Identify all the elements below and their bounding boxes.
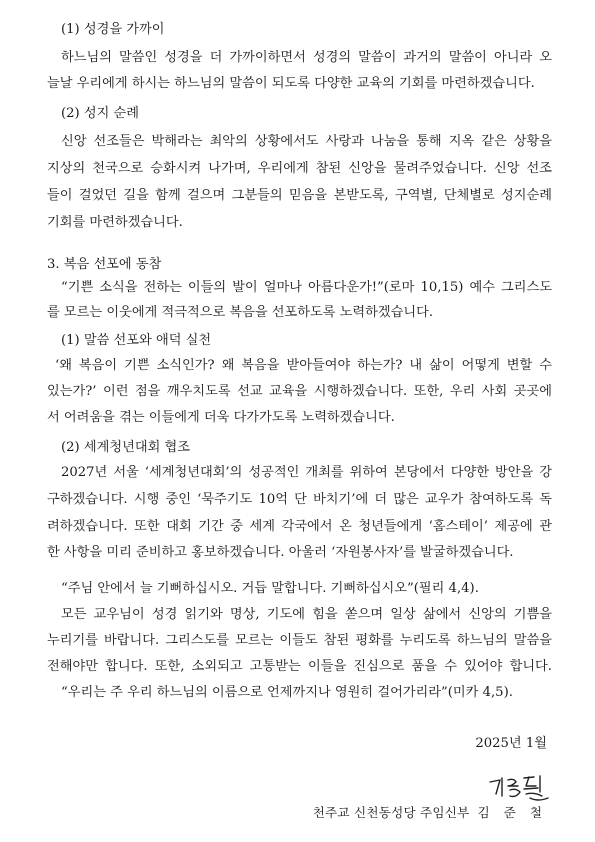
closing-quote: “우리는 주 우리 하느님의 이름으로 언제까지나 영원히 걸어가리라”(미카 4,5). (61, 685, 513, 700)
paragraph-line: 전해야만 합니다. 또한, 소외되고 고통받는 이들을 진심으로 품을 수 있어야 합니다. (47, 659, 552, 674)
paragraph-line: 들이 걸었던 길을 함께 걸으며 그분들의 믿음을 본받도록, 구역별, 단체별로 성지순례 (47, 188, 552, 203)
subsection-heading-bible: (1) 성경을 가까이 (61, 22, 165, 37)
paragraph-line: 려하겠습니다. 또한 대회 기간 중 세계 각국에서 온 청년들에게 ‘홈스테이’ 제공에 관 (47, 519, 552, 534)
paragraph-line: 누리기를 바랍니다. 그리스도를 모르는 이들도 참된 평화를 누리도록 하느님의 말씀을 (47, 633, 552, 648)
paragraph-line: “기쁜 소식을 전하는 이들의 발이 얼마나 아름다운가!”(로마 10,15) 예수 그리스도 (61, 280, 552, 295)
paragraph-line: 를 모르는 이웃에게 적극적으로 복음을 선포하도록 노력하겠습니다. (47, 305, 434, 320)
paragraph-line: 있는가?’ 이런 점을 깨우치도록 선교 교육을 시행하겠습니다. 또한, 우리 사회 곳곳에 (47, 384, 552, 399)
paragraph-line: ‘왜 복음이 기쁜 소식인가? 왜 복음을 받아들여야 하는가? 내 삶이 어떻게 변할 수 (55, 358, 552, 373)
paragraph-line: 기회를 마련하겠습니다. (47, 215, 183, 230)
letter-date: 2025년 1월 (475, 736, 547, 751)
paragraph-line: 서 어려움을 겪는 이들에게 더욱 다가가도록 노력하겠습니다. (47, 410, 395, 425)
handwritten-signature (486, 772, 556, 806)
section-heading-evangelization: 3. 복음 선포에 동참 (47, 257, 162, 272)
paragraph-line: 2027년 서울 ‘세계청년대회’의 성공적인 개최를 위하여 본당에서 다양한 방안을 강 (61, 465, 552, 480)
subsection-heading-wyd: (2) 세계청년대회 협조 (61, 440, 190, 455)
subsection-heading-pilgrimage: (2) 성지 순례 (61, 106, 140, 121)
pastor-title: 천주교 신천동성당 주임신부 (312, 805, 470, 820)
paragraph-line: 모든 교우님이 성경 읽기와 명상, 기도에 힘을 쏟으며 일상 삶에서 신앙의 기쁨을 (61, 607, 552, 622)
pastor-name: 김 준 철 (477, 805, 547, 820)
paragraph-line: 늘날 우리에게 하시는 하느님의 말씀이 되도록 다양한 교육의 기회를 마련하겠습니다. (47, 76, 535, 91)
subsection-heading-proclamation: (1) 말씀 선포와 애덕 실천 (61, 333, 212, 348)
paragraph-line: 한 사항을 미리 준비하고 홍보하겠습니다. 아울러 ‘자원봉사자’를 발굴하겠습니다. (47, 545, 514, 560)
signature-line (313, 805, 547, 821)
paragraph-line: 구하겠습니다. 시행 중인 ‘묵주기도 10억 단 바치기’에 더 많은 교우가 참여하도록 독 (47, 492, 552, 507)
paragraph-line: 신앙 선조들은 박해라는 최악의 상황에서도 사랑과 나눔을 통해 지옥 같은 상황을 (61, 134, 552, 149)
closing-quote: “주님 안에서 늘 기뻐하십시오. 거듭 말합니다. 기뻐하십시오”(필리 4,4). (61, 581, 479, 596)
paragraph-line: 하느님의 말씀인 성경을 더 가까이하면서 성경의 말씀이 과거의 말씀이 아니라 오 (61, 50, 552, 65)
paragraph-line: 지상의 천국으로 승화시켜 나가며, 우리에게 참된 신앙을 물려주었습니다. 신앙 선조 (47, 161, 552, 176)
